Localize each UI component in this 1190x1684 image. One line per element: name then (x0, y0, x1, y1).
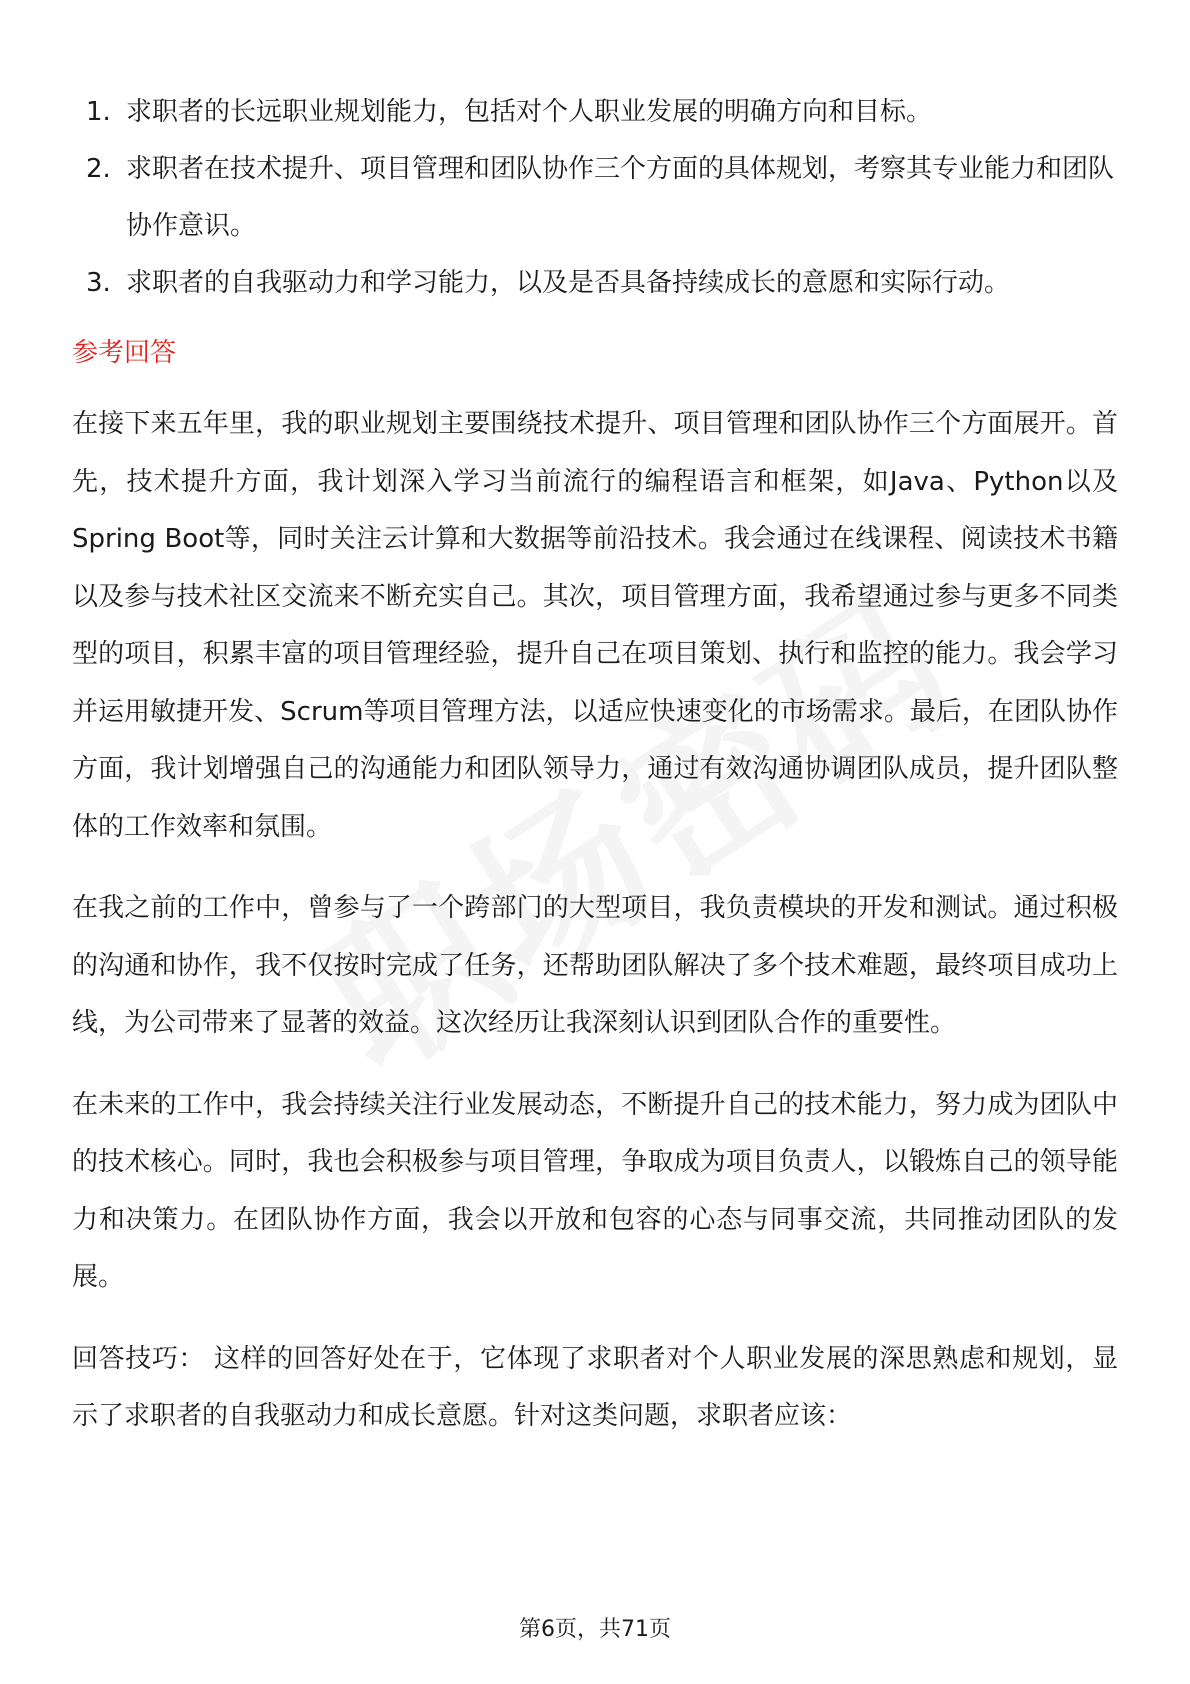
answer-tips-paragraph: 回答技巧： 这样的回答好处在于，它体现了求职者对个人职业发展的深思熟虑和规划，显示了求职者的自我驱动力和成长意愿。针对这类问题，求职者应该： (72, 1343, 1118, 1431)
section-title-reference-answer: 参考回答 (72, 338, 177, 368)
list-text: 求职者在技术提升、项目管理和团队协作三个方面的具体规划，考察其专业能力和团队协作意识。 (126, 154, 1115, 241)
list-text: 求职者的自我驱动力和学习能力，以及是否具备持续成长的意愿和实际行动。 (126, 268, 1011, 298)
answer-paragraph-1: 在接下来五年里，我的职业规划主要围绕技术提升、项目管理和团队协作三个方面展开。首先，技术提升方面，我计划深入学习当前流行的编程语言和框架，如Java、Python以及Spring Boot等，同时关注云计算和大数据等前沿技术。我会通过在线课程、阅读技术书籍以及参与技术社区交流来不断充实自己。其次，项目管理方面，我希望通过参与更多不同类型的项目，积累丰富的项目管理经验，提升自己在项目策划、执行和监控的能力。我会学习并运用敏捷开发、Scrum等项目管理方法，以适应快速变化的市场需求。最后，在团队协作方面，我计划增强自己的沟通能力和团队领导力，通过有效沟通协调团队成员，提升团队整体的工作效率和氛围。 (72, 409, 1118, 842)
evaluation-criteria-list (72, 84, 1118, 312)
answer-paragraph-3: 在未来的工作中，我会持续关注行业发展动态，不断提升自己的技术能力，努力成为团队中的技术核心。同时，我也会积极参与项目管理，争取成为项目负责人，以锻炼自己的领导能力和决策力。在团队协作方面，我会以开放和包容的心态与同事交流，共同推动团队的发展。 (72, 1089, 1118, 1292)
list-item (72, 141, 1118, 255)
list-item (72, 255, 1118, 312)
list-number: 3. (86, 268, 111, 298)
page-content (72, 84, 1118, 1446)
page-number-footer: 第6页，共71页 (519, 1617, 671, 1642)
list-number: 2. (86, 154, 111, 184)
list-item (72, 84, 1118, 141)
answer-paragraph-2: 在我之前的工作中，曾参与了一个跨部门的大型项目，我负责模块的开发和测试。通过积极的沟通和协作，我不仅按时完成了任务，还帮助团队解决了多个技术难题，最终项目成功上线，为公司带来了显著的效益。这次经历让我深刻认识到团队合作的重要性。 (72, 893, 1118, 1038)
list-number: 1. (86, 97, 111, 127)
list-text: 求职者的长远职业规划能力，包括对个人职业发展的明确方向和目标。 (126, 97, 933, 127)
